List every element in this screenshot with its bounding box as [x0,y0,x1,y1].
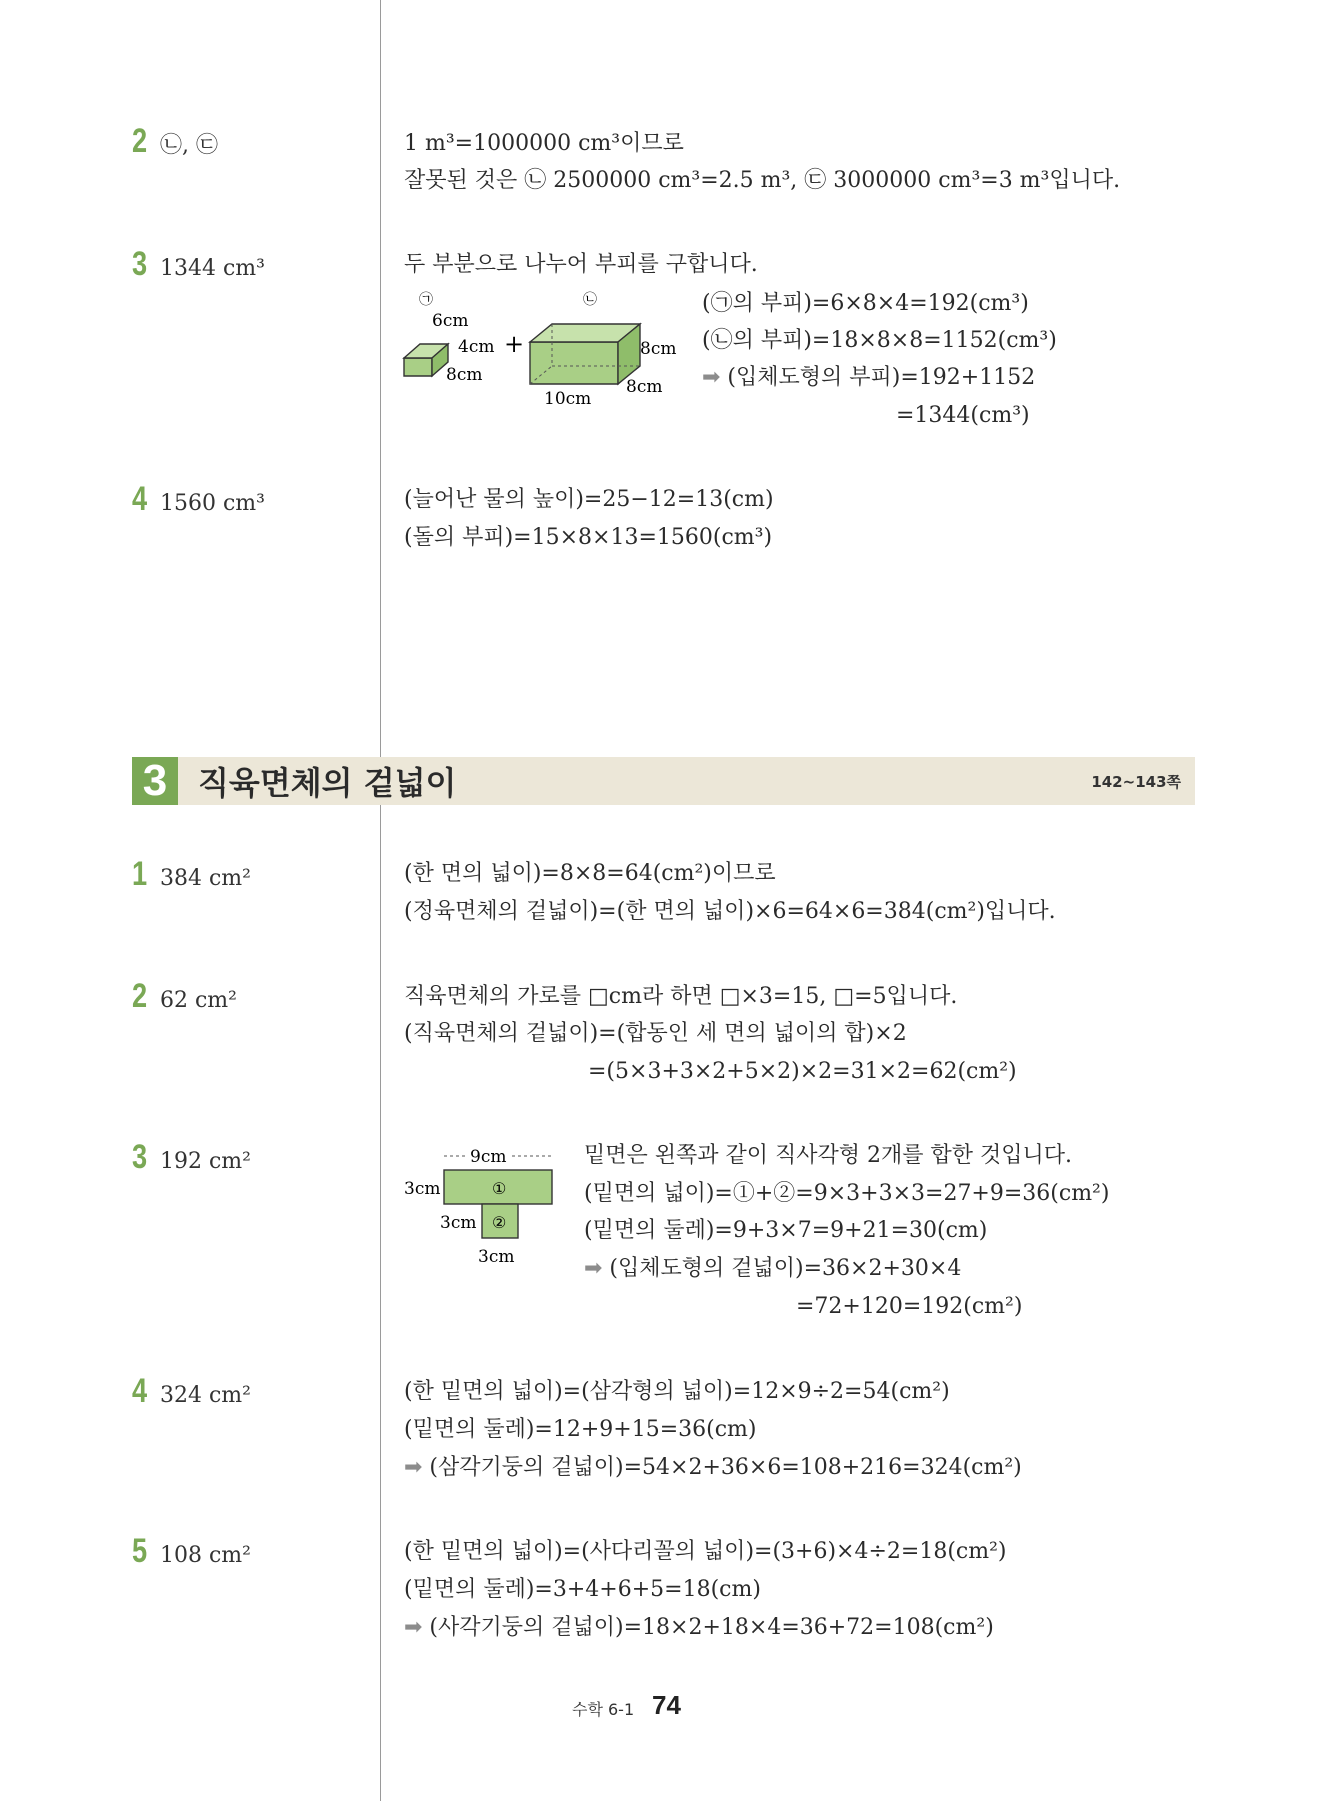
rect-1-label: ① [492,1179,507,1198]
dim-left: 3cm [404,1179,441,1199]
explanation-line: =(5×3+3×2+5×2)×2=31×2=62(cm²) [588,1059,1017,1084]
explanation-line: 두 부분으로 나누어 부피를 구합니다. [404,252,758,277]
answer-4 [132,480,265,520]
answer-value: 324 cm² [160,1383,251,1408]
page-number: 74 [652,1690,681,1720]
explanation-line: (늘어난 물의 높이)=25−12=13(cm) [404,487,774,512]
plus-sign: + [504,330,525,358]
explanation-line: ➡ (사각기둥의 겉넓이)=18×2+18×4=36+72=108(cm²) [404,1615,994,1640]
small-box-front [404,358,432,376]
explanation-line: (밑면의 둘레)=12+9+15=36(cm) [404,1417,757,1442]
answer-number: 3 [132,1138,148,1176]
section-pages: 142~143쪽 [1091,773,1181,791]
answer-value: 1560 cm³ [160,491,265,516]
answer-3 [132,245,265,285]
dim-8cm: 8cm [446,365,483,385]
explanation-line: 직육면체의 가로를 □cm라 하면 □×3=15, □=5입니다. [404,984,958,1009]
rect-2-label: ② [492,1213,507,1232]
explanation-line: ➡ (입체도형의 부피)=192+1152 [702,365,1036,390]
answer-number: 5 [132,1532,148,1570]
answer-1 [132,855,251,895]
answer-value: 62 cm² [160,988,237,1013]
footer-label: 수학 6-1 [572,1700,635,1719]
dim-top: 9cm [470,1147,507,1167]
explanation-line: ➡ (입체도형의 겉넓이)=36×2+30×4 [584,1256,962,1281]
arrow-icon: ➡ [404,1455,423,1480]
answer-value: 192 cm² [160,1149,251,1174]
answer-number: 2 [132,122,148,160]
answer-value: ㉡, ㉢ [160,133,218,158]
explanation-line: (밑면의 둘레)=9+3×7=9+21=30(cm) [584,1218,988,1243]
arrow-icon: ➡ [404,1615,423,1640]
dim-mid: 3cm [440,1213,477,1233]
dim-10cm: 10cm [544,389,592,409]
explanation-line: 1 m³=1000000 cm³이므로 [404,131,684,156]
explanation-line: (한 밑면의 넓이)=(삼각형의 넓이)=12×9÷2=54(cm²) [404,1379,950,1404]
label-b: ㉡ [583,292,597,308]
explanation-line: (㉡의 부피)=18×8×8=1152(cm³) [702,328,1057,353]
column-divider [380,0,381,1801]
section-number: 3 [132,757,178,805]
explanation-line: (㉠의 부피)=6×8×4=192(cm³) [702,291,1029,316]
answer-number: 2 [132,977,148,1015]
answer-number: 4 [132,1372,148,1410]
explanation-line: (직육면체의 겉넓이)=(합동인 세 면의 넓이의 합)×2 [404,1021,907,1046]
section-title: 직육면체의 겉넓이 [198,764,457,802]
answer-2 [132,977,237,1017]
explanation-line: (한 밑면의 넓이)=(사다리꼴의 넓이)=(3+6)×4÷2=18(cm²) [404,1539,1007,1564]
arrow-icon: ➡ [584,1256,603,1281]
answer-value: 384 cm² [160,866,251,891]
answer-value: 1344 cm³ [160,256,265,281]
dim-bottom: 3cm [478,1247,515,1267]
explanation-line: =72+120=192(cm²) [796,1294,1023,1319]
explanation-line: (밑면의 둘레)=3+4+6+5=18(cm) [404,1577,761,1602]
explanation-line: 잘못된 것은 ㉡ 2500000 cm³=2.5 m³, ㉢ 3000000 cm³=3 m³입니다. [404,168,1121,193]
answer-number: 1 [132,855,148,893]
dim-6cm: 6cm [432,311,469,331]
label-a: ㉠ [419,292,433,308]
answer-4 [132,1372,251,1412]
explanation-line: (돌의 부피)=15×8×13=1560(cm³) [404,525,773,550]
answer-number: 3 [132,245,148,283]
dim-4cm: 4cm [458,337,495,357]
explanation-line: (한 면의 넓이)=8×8=64(cm²)이므로 [404,861,776,886]
dim-8cm-depth: 8cm [626,377,663,397]
dim-8cm-height: 8cm [640,339,677,359]
answer-5 [132,1532,251,1572]
arrow-icon: ➡ [702,365,721,390]
answer-3 [132,1138,251,1178]
base-shape-figure [400,1142,568,1272]
explanation-line: ➡ (삼각기둥의 겉넓이)=54×2+36×6=108+216=324(cm²) [404,1455,1022,1480]
section-header [132,757,1195,805]
explanation-line: (밑면의 넓이)=①+②=9×3+3×3=27+9=36(cm²) [584,1181,1110,1206]
cuboid-figure [396,288,696,414]
explanation-line: (정육면체의 겉넓이)=(한 면의 넓이)×6=64×6=384(cm²)입니다. [404,899,1056,924]
explanation-line: =1344(cm³) [896,403,1030,428]
big-box-front [530,342,618,384]
answer-number: 4 [132,480,148,518]
answer-2 [132,122,218,162]
explanation-line: 밑면은 왼쪽과 같이 직사각형 2개를 합한 것입니다. [584,1143,1072,1168]
answer-value: 108 cm² [160,1543,251,1568]
